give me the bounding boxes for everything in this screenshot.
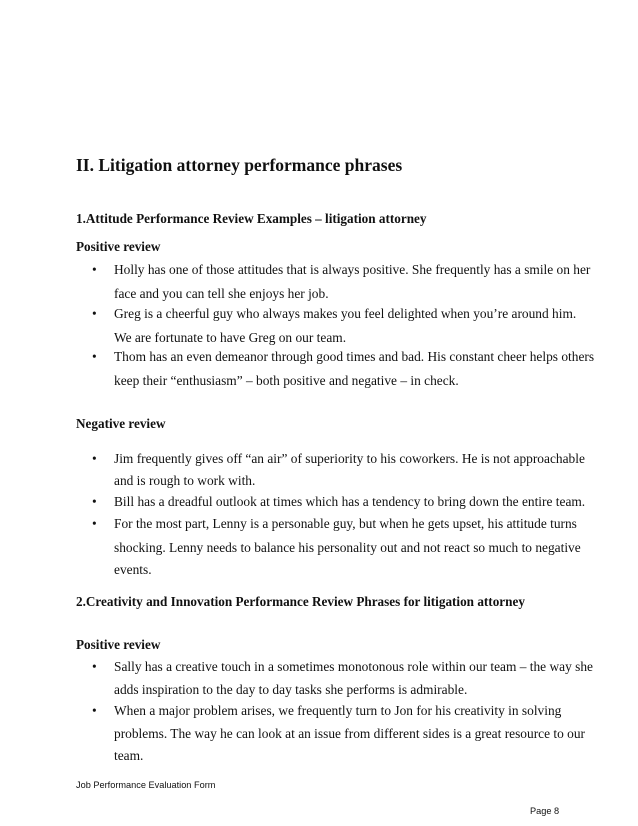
bullet-icon: •	[92, 306, 97, 321]
list-item-line: Bill has a dreadful outlook at times which has a tendency to bring down the entire team.	[114, 494, 586, 509]
bullet-icon: •	[92, 703, 97, 718]
list-item-line: Holly has one of those attitudes that is always positive. She frequently has a smile on her	[114, 262, 591, 277]
bullet-icon: •	[92, 494, 97, 509]
section-1-heading: 1.Attitude Performance Review Examples – litigation attorney	[76, 211, 427, 226]
bullet-icon: •	[92, 262, 97, 277]
footer-form-name: Job Performance Evaluation Form	[76, 780, 216, 790]
list-item-line: keep their “enthusiasm” – both positive and negative – in check.	[114, 373, 459, 388]
list-item-line: Sally has a creative touch in a sometimes monotonous role within our team – the way she	[114, 659, 593, 674]
list-item-line: face and you can tell she enjoys her job.	[114, 286, 329, 301]
list-item-line: When a major problem arises, we frequently turn to Jon for his creativity in solving	[114, 703, 562, 718]
list-item-line: problems. The way he can look at an issue from different sides is a great resource to our	[114, 726, 586, 741]
list-item-line: Thom has an even demeanor through good times and bad. His constant cheer helps others	[114, 349, 595, 364]
list-item-line: adds inspiration to the day to day tasks she performs is admirable.	[114, 682, 468, 697]
section-title: II. Litigation attorney performance phrases	[76, 155, 403, 175]
list-item-line: For the most part, Lenny is a personable guy, but when he gets upset, his attitude turns	[114, 516, 577, 531]
list-item-line: events.	[114, 562, 152, 577]
list-item-line: team.	[114, 748, 144, 763]
footer-page-number: Page 8	[530, 806, 560, 816]
list-item-line: We are fortunate to have Greg on our team.	[114, 330, 347, 345]
list-item-line: Jim frequently gives off “an air” of superiority to his coworkers. He is not approachable	[114, 451, 585, 466]
bullet-icon: •	[92, 516, 97, 531]
bullet-icon: •	[92, 349, 97, 364]
list-item-line: Greg is a cheerful guy who always makes you feel delighted when you’re around him.	[114, 306, 577, 321]
list-item-line: shocking. Lenny needs to balance his personality out and not react so much to negative	[114, 540, 581, 555]
list-item-line: and is rough to work with.	[114, 473, 256, 488]
bullet-icon: •	[92, 659, 97, 674]
section-2-positive-label: Positive review	[76, 637, 161, 652]
section-1-negative-label: Negative review	[76, 416, 166, 431]
bullet-icon: •	[92, 451, 97, 466]
section-2-heading: 2.Creativity and Innovation Performance Review Phrases for litigation attorney	[76, 594, 525, 609]
section-1-positive-label: Positive review	[76, 239, 161, 254]
